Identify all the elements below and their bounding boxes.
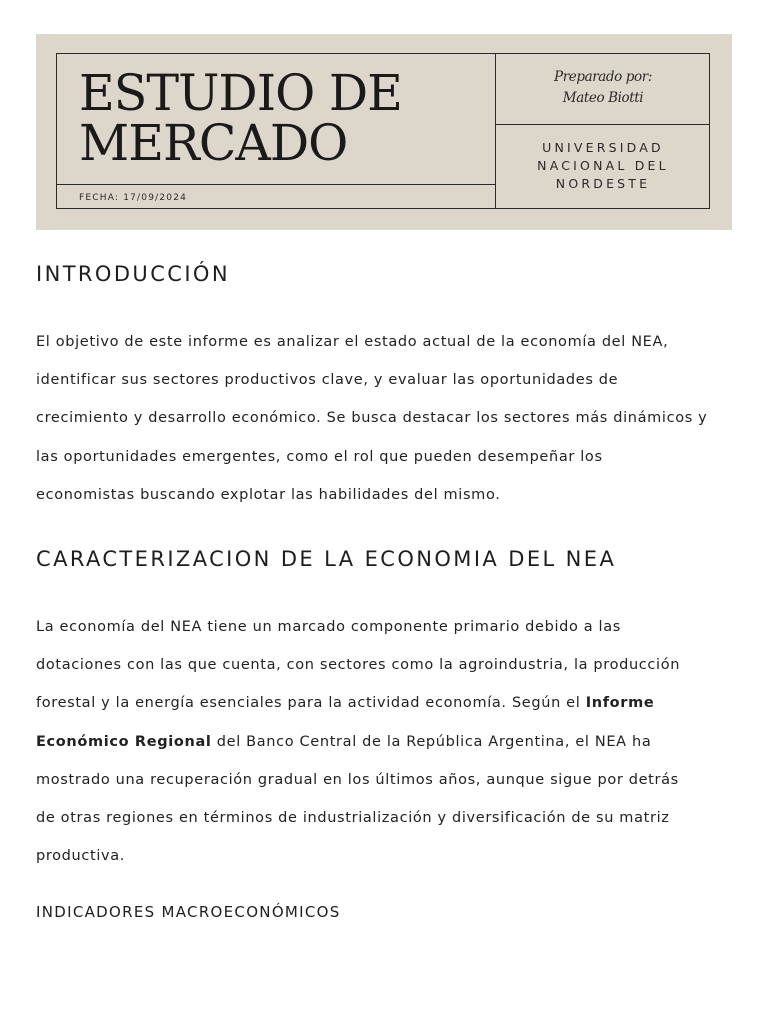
title-cell	[57, 54, 496, 185]
paragraph-line: economistas buscando explotar las habilidades del mismo.	[36, 486, 501, 503]
paragraph-line: dotaciones con las que cuenta, con sectores como la agroindustria, la producción	[36, 657, 681, 674]
section-heading-introduccion: INTRODUCCIÓN	[36, 262, 230, 286]
paragraph-text: forestal y la energía esenciales para la actividad economía. Según el	[36, 695, 586, 712]
prepared-by-cell	[496, 54, 710, 125]
report-name-bold: Informe	[585, 695, 655, 712]
header-card	[36, 34, 732, 230]
university-line-3: NORDESTE	[555, 176, 651, 191]
paragraph-line: productiva.	[36, 848, 126, 865]
paragraph-line: crecimiento y desarrollo económico. Se busca destacar los sectores más dinámicos y	[36, 410, 708, 427]
paragraph-line	[36, 684, 736, 722]
section-heading-caracterizacion: CARACTERIZACION DE LA ECONOMIA DEL NEA	[36, 547, 617, 571]
university-line-2: NACIONAL DEL	[537, 158, 669, 173]
paragraph-text: del Banco Central de la República Argentina, el NEA ha	[211, 733, 652, 750]
prepared-by-label: Preparado por:	[554, 69, 652, 85]
economy-paragraph	[36, 608, 736, 875]
title-line-1: ESTUDIO DE	[79, 64, 402, 122]
header-frame	[56, 53, 710, 209]
paragraph-line: El objetivo de este informe es analizar el estado actual de la economía del NEA,	[36, 334, 669, 350]
document-date: FECHA: 17/09/2024	[79, 193, 188, 203]
paragraph-line	[36, 723, 736, 761]
paragraph-line: las oportunidades emergentes, como el rol que pueden desempeñar los	[36, 448, 603, 465]
paragraph-line: mostrado una recuperación gradual en los últimos años, aunque sigue por detrás	[36, 771, 679, 788]
university-line-1: UNIVERSIDAD	[542, 140, 664, 155]
author-name: Mateo Biotti	[562, 90, 644, 106]
document-title	[79, 64, 402, 172]
paragraph-line: La economía del NEA tiene un marcado componente primario debido a las	[36, 619, 621, 635]
subheading-indicadores: INDICADORES MACROECONÓMICOS	[36, 903, 341, 921]
paragraph-line: identificar sus sectores productivos clave, y evaluar las oportunidades de	[36, 372, 619, 389]
report-name-bold: Económico Regional	[36, 733, 212, 750]
date-cell	[57, 185, 496, 209]
intro-paragraph	[36, 323, 736, 514]
paragraph-line: de otras regiones en términos de industrialización y diversificación de su matriz	[36, 809, 670, 826]
university-cell	[496, 125, 710, 209]
title-line-2: MERCADO	[79, 114, 348, 172]
